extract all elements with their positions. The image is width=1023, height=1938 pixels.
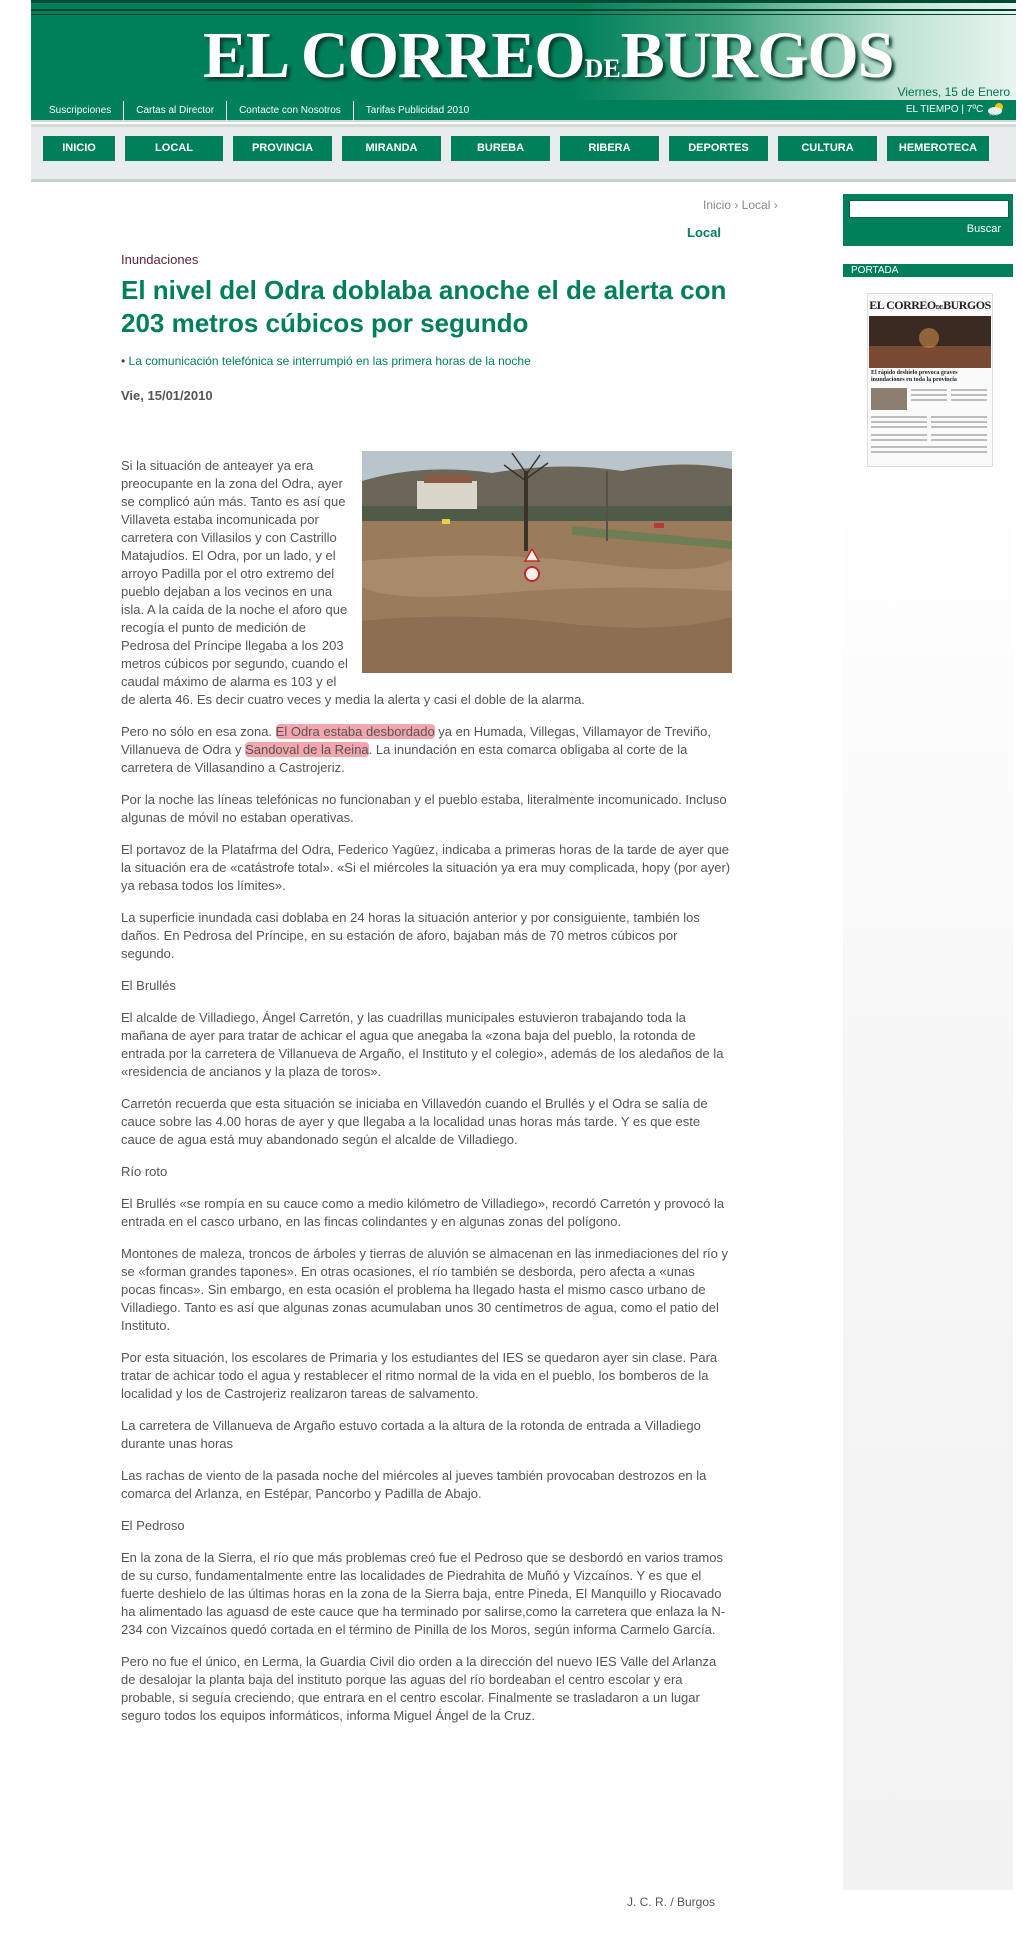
paragraph-9: Montones de maleza, troncos de árboles y tierras de aluvión se almacenan en las inmediaciones del río y se «forman grandes tapones». En otras ocasiones, el río también se desborda, pero afecta a «unas pocas fincas». Sin embargo, en esta ocasión el problema ha llegado hasta el mismo casco urbano de Villadiego. Tanto es así que algunas zonas acumulaban unos 30 centímetros de agua, como el patio del Instituto. (121, 1246, 729, 1333)
nav-miranda[interactable]: MIRANDA (342, 136, 441, 161)
paragraph-11: La carretera de Villanueva de Argaño estuvo cortada a la altura de la rotonda de entrada a Villadiego durante unas horas (121, 1418, 701, 1451)
article-subtitle (121, 354, 732, 368)
search-input[interactable] (849, 200, 1009, 218)
article-title: El nivel del Odra doblaba anoche el de alerta con 203 metros cúbicos por segundo (121, 275, 727, 338)
paragraph-7: Carretón recuerda que esta situación se iniciaba en Villavedón cuando el Brullés y el Odra se salía de cauce sobre las 4.00 horas de ayer y que llegaba a la localidad unas horas más tarde. Y es que este cauce de agua está muy abandonado según el alcalde de Villadiego. (121, 1096, 708, 1147)
nav-cultura[interactable]: CULTURA (778, 136, 877, 161)
search-button[interactable]: Buscar (966, 223, 1001, 235)
link-suscripciones[interactable]: Suscripciones (37, 101, 124, 121)
paragraph-2-c: . La inundación en esta comarca obligaba al corte de la carretera de Villasandino a Castrojeriz. (121, 742, 688, 775)
portada-thumbnail[interactable] (867, 293, 993, 467)
logo-main: EL CORREO (203, 19, 585, 92)
logo-de: DE (584, 54, 621, 83)
article-kicker: Inundaciones (121, 252, 199, 267)
flood-photo[interactable] (362, 451, 732, 673)
thumb-headline: El rápido deshielo provoca graves inundaciones en toda la provincia (871, 370, 958, 383)
nav-local[interactable]: LOCAL (125, 136, 223, 161)
nav-ribera[interactable]: RIBERA (560, 136, 659, 161)
article-body (121, 427, 732, 1725)
logo-end: BURGOS (620, 19, 894, 92)
thumb-masthead: EL CORREODEBURGOS (869, 298, 991, 312)
header-date: Viernes, 15 de Enero (897, 85, 1010, 99)
highlight-sandoval: Sandoval de la Reina (245, 742, 369, 757)
article-date: Vie, 15/01/2010 (121, 388, 213, 403)
article-subtitle-text: La comunicación telefónica se interrumpió en las primera horas de la noche (128, 354, 531, 368)
link-contacte[interactable]: Contacte con Nosotros (227, 101, 354, 121)
paragraph-4: El portavoz de la Platafrma del Odra, Federico Yagüez, indicaba a primeras horas de la tarde de ayer que la situación era de «catástrofe total». «Si el miércoles la situación ya era muy complicada, hopy (por ayer) ya rebasa todos los límites». (121, 842, 731, 893)
sidebar-background (843, 490, 1013, 1890)
site-header (31, 0, 1016, 103)
paragraph-1: Si la situación de anteayer ya era preocupante en la zona del Odra, ayer se complicó aún más. Tanto es así que Villaveta estaba incomunicada por carretera con Villasilos y con Castrillo Matajudíos. El Odra, por un lado, y el arroyo Padilla por el otro extremo del pueblo dejaban a los vecinos en una isla. A la caída de la noche el aforo que recogía el punto de medición de Pedrosa del Príncipe llegaba a los 203 metros cúbicos por segundo, cuando el caudal máximo de alarma es 103 y el de alerta 46. Es decir cuatro veces y media la alerta y casi el doble de la alarma. (121, 458, 585, 707)
bullet-icon: • (121, 354, 126, 368)
paragraph-10: Por esta situación, los escolares de Primaria y los estudiantes del IES se quedaron ayer sin clase. Para tratar de achicar todo el agua y restablecer el ritmo normal de la vida en el pueblo, los bomberos de la localidad y los de Castrojeriz realizaron tareas de salvamento. (121, 1350, 718, 1401)
paragraph-12: Las rachas de viento de la pasada noche del miércoles al jueves también provocaban destrozos en la comarca del Arlanza, en Estépar, Pancorbo y Padilla de Abajo. (121, 1468, 707, 1501)
nav-deportes[interactable]: DEPORTES (669, 136, 768, 161)
portada-label: PORTADA (843, 264, 1013, 277)
paragraph-2-b: ya en Humada, Villegas, Villamayor de Treviño, Villanueva de Odra y (121, 724, 711, 757)
weather-widget[interactable] (906, 100, 1006, 120)
subheading-brulles: El Brullés (121, 978, 176, 993)
article-byline: J. C. R. / Burgos (627, 1895, 716, 1909)
paragraph-2-a: Pero no sólo en esa zona. (121, 724, 276, 739)
thumb-photo (869, 316, 991, 368)
paragraph-13: En la zona de la Sierra, el río que más problemas creó fue el Pedroso que se desbordó en varios tramos de su curso, fundamentalmente entre las localidades de Piedrahita de Muñó y Vizcaínos. Y es que el fuerte deshielo de las últimas horas en la zona de la Sierra baja, entre Pineda, El Manquillo y Riocavado ha alimentado las aguasd de este cauce que ha terminado por salirse,como la carretera que enlaza la N-234 con Vizcaínos quedó cortada en el término de Pinilla de los Moros, según informa Carmelo García. (121, 1550, 726, 1637)
subheading-pedroso: El Pedroso (121, 1518, 185, 1533)
site-logo[interactable] (203, 19, 894, 104)
nav-inicio[interactable]: INICIO (43, 136, 115, 161)
paragraph-5: La superficie inundada casi doblaba en 24 horas la situación anterior y por consiguiente, también los daños. En Pedrosa del Príncipe, en su estación de aforo, bajaban más de 70 metros cúbicos por segundo. (121, 910, 700, 961)
thumb-columns (869, 386, 991, 456)
nav-bureba[interactable]: BUREBA (451, 136, 550, 161)
paragraph-2 (121, 723, 732, 777)
paragraph-3: Por la noche las líneas telefónicas no funcionaban y el pueblo estaba, literalmente incomunicado. Incluso algunas de móvil no estaban operativas. (121, 792, 727, 825)
nav-hemeroteca[interactable]: HEMEROTECA (887, 136, 989, 161)
breadcrumb[interactable]: Inicio › Local › (703, 198, 778, 212)
link-cartas-director[interactable]: Cartas al Director (124, 101, 227, 121)
paragraph-6: El alcalde de Villadiego, Ángel Carretón, y las cuadrillas municipales estuvieron trabajando toda la mañana de ayer para tratar de achicar el agua que anegaba la «zona baja del pueblo, la rotonda de entrada por la carretera de Villanueva de Argaño, el Instituto y el colegio», además de los aledaños de la «residencia de ancianos y la plaza de toros». (121, 1010, 724, 1079)
weather-text: EL TIEMPO | 7ºC (905, 104, 984, 115)
nav-provincia[interactable]: PROVINCIA (233, 136, 332, 161)
search-box (843, 194, 1013, 246)
link-tarifas[interactable]: Tarifas Publicidad 2010 (365, 105, 470, 116)
paragraph-8: El Brullés «se rompía en su cauce como a medio kilómetro de Villadiego», recordó Carretón y provocó la entrada en el casco urbano, en las fincas colindantes y en algunas zonas del polígono. (121, 1196, 725, 1229)
cloud-sun-icon (986, 102, 1006, 116)
section-label: Local (687, 225, 721, 240)
article (121, 252, 732, 1739)
highlight-odra-desbordado: El Odra estaba desbordado (275, 724, 435, 739)
subheading-rio-roto: Río roto (121, 1164, 168, 1179)
paragraph-14: Pero no fue el único, en Lerma, la Guardia Civil dio orden a la dirección del nuevo IES Valle del Arlanza de desalojar la planta baja del instituto porque las aguas del río bordeaban el centro escolar y era probable, si seguía creciendo, que entrara en el centro escolar. Finalmente se trasladaron a un lugar seguro todos los equipos informáticos, informa Miguel Ángel de la Cruz. (121, 1654, 717, 1723)
top-links-bar (31, 100, 1016, 122)
